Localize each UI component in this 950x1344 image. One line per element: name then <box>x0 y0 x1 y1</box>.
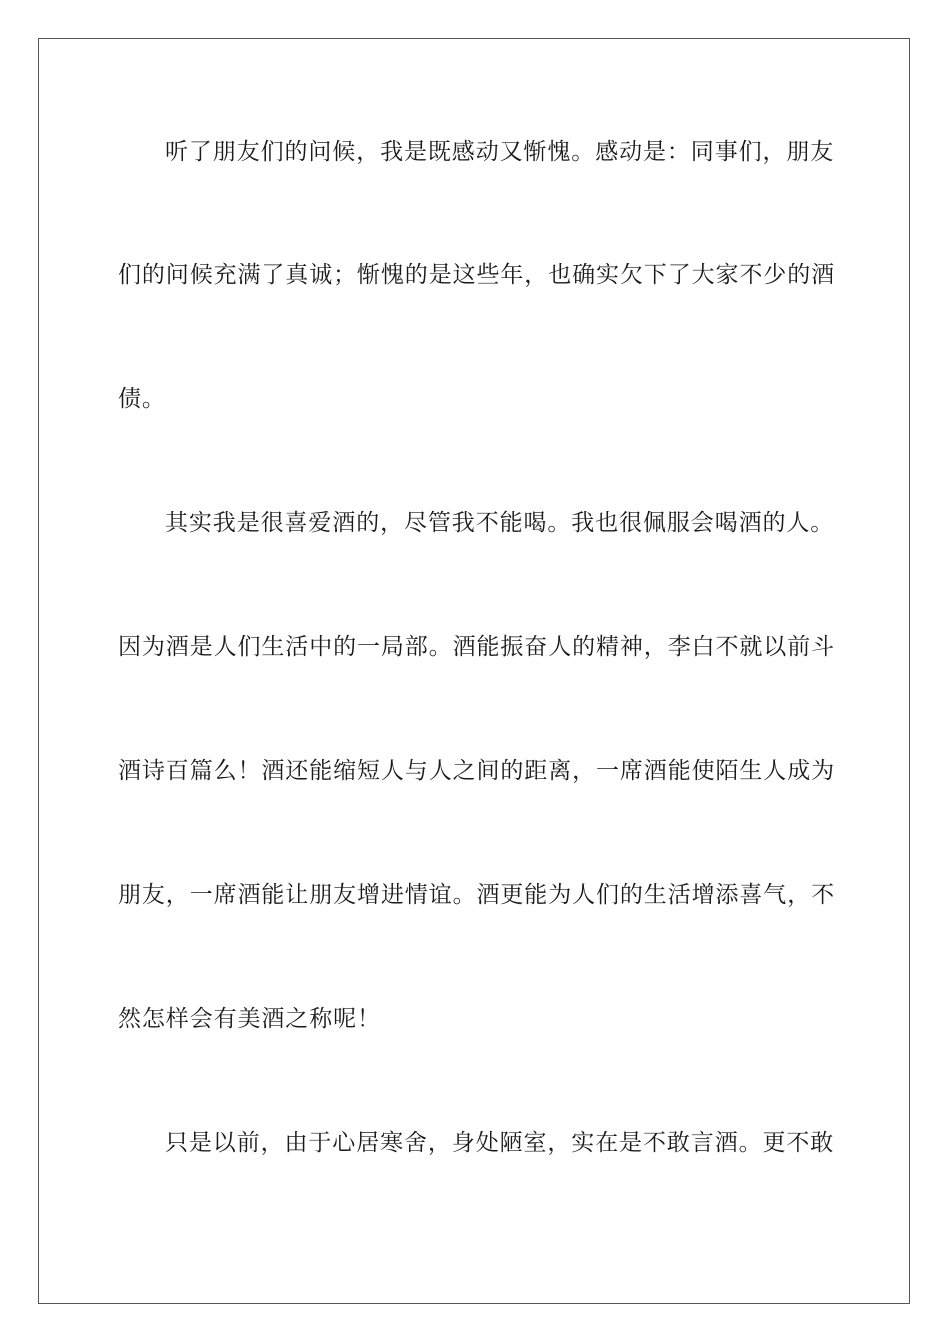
page-border <box>38 38 910 1304</box>
text-line-5: 因为酒是人们生活中的一局部。酒能振奋人的精神，李白不就以前斗 <box>118 634 835 660</box>
text-line-6: 酒诗百篇么！酒还能缩短人与人之间的距离，一席酒能使陌生人成为 <box>118 758 835 784</box>
text-line-7: 朋友，一席酒能让朋友增进情谊。酒更能为人们的生活增添喜气，不 <box>118 882 835 908</box>
text-line-9: 只是以前，由于心居寒舍，身处陋室，实在是不敢言酒。更不敢 <box>165 1130 835 1156</box>
text-line-3: 债。 <box>118 386 166 412</box>
text-line-8: 然怎样会有美酒之称呢！ <box>118 1006 381 1032</box>
text-line-1: 听了朋友们的问候，我是既感动又惭愧。感动是：同事们，朋友 <box>165 139 835 165</box>
text-line-4: 其实我是很喜爱酒的，尽管我不能喝。我也很佩服会喝酒的人。 <box>165 510 835 536</box>
text-line-2: 们的问候充满了真诚；惭愧的是这些年，也确实欠下了大家不少的酒 <box>118 262 835 288</box>
